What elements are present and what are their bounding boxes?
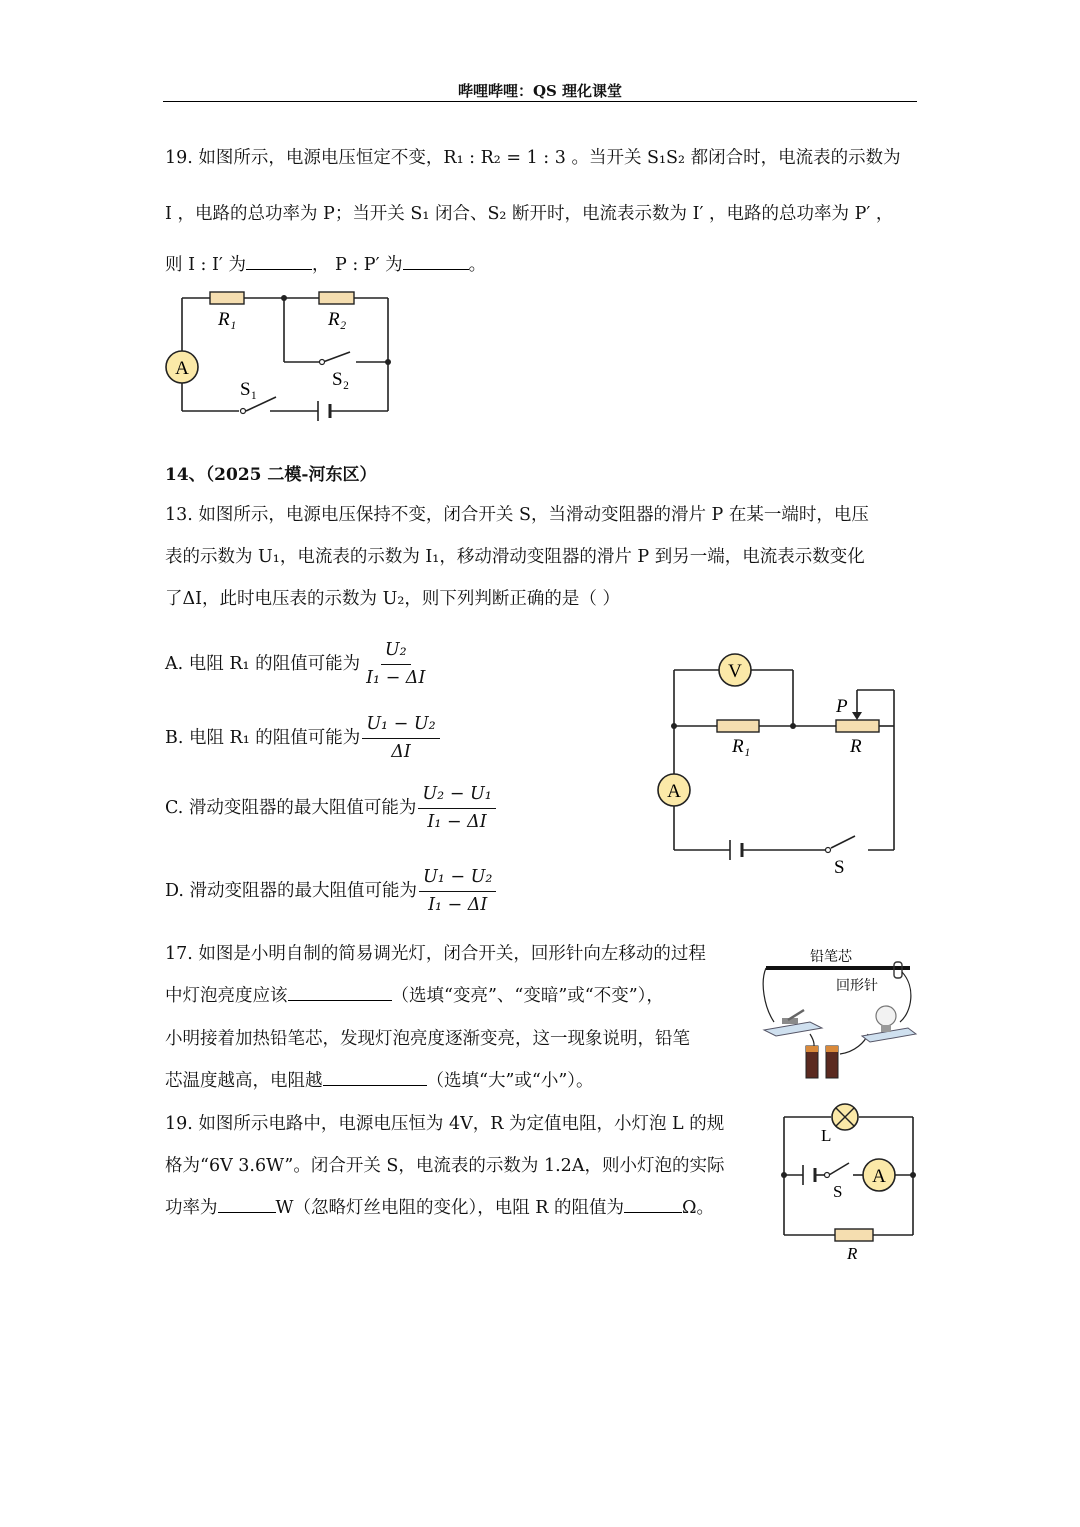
q17-line2-prefix: 中灯泡亮度应该	[165, 986, 288, 1006]
q19b-line1: 19. 如图所示电路中，电源电压恒为 4V，R 为定值电阻，小灯泡 L 的规	[165, 1114, 725, 1134]
junction-dot	[671, 723, 677, 729]
switch-contact	[826, 848, 831, 853]
bulb-socket	[881, 1025, 891, 1032]
q13-line2: 表的示数为 U₁，电流表的示数为 I₁，移动滑动变阻器的滑片 P 到另一端，电流表示数变化	[165, 547, 865, 567]
q17-line3: 小明接着加热铅笔芯，发现灯泡亮度逐渐变亮，这一现象说明，铅笔	[165, 1029, 690, 1049]
r-label: R	[850, 736, 862, 757]
q19a-line3-mid: ， P : P′ 为	[311, 255, 403, 275]
q17-line4-suffix: （选填“大”或“小”）。	[426, 1071, 594, 1091]
r2-label: R₂	[328, 309, 347, 330]
q13-line1: 13. 如图所示，电源电压保持不变，闭合开关 S，当滑动变阻器的滑片 P 在某一端时，电压	[165, 505, 869, 525]
q17-line1: 17. 如图是小明自制的简易调光灯，闭合开关，回形针向左移动的过程	[165, 944, 706, 964]
answer-blank-4[interactable]	[323, 1084, 427, 1086]
circuit-diagram-q13	[650, 640, 910, 880]
slider-arrow-icon	[852, 712, 862, 720]
option-a-text: A. 电阻 R₁ 的阻值可能为	[165, 654, 361, 674]
switch-label: S	[833, 1182, 843, 1201]
resistor-r	[835, 1229, 873, 1241]
q13-option-c[interactable]	[165, 784, 496, 833]
q19b-line2: 格为“6V 3.6W”。闭合开关 S，电流表的示数为 1.2A，则小灯泡的实际	[165, 1156, 725, 1176]
ammeter-label: A	[175, 358, 189, 379]
r1-label: R₁	[732, 736, 751, 757]
option-c-text: C. 滑动变阻器的最大阻值可能为	[165, 798, 417, 818]
battery-cap	[826, 1046, 838, 1052]
q13-option-d[interactable]	[165, 867, 496, 916]
switch-contact	[241, 409, 246, 414]
q19a-line3-end: 。	[468, 255, 487, 275]
answer-blank-3[interactable]	[288, 999, 392, 1001]
ammeter-label: A	[872, 1166, 886, 1187]
pencil-lead-label: 铅笔芯	[810, 950, 852, 965]
pencil-lead	[766, 966, 910, 970]
q19b-line3-prefix: 功率为	[165, 1198, 218, 1218]
battery-cap	[806, 1046, 818, 1052]
rheostat-r	[836, 720, 879, 732]
s2-label: S₂	[332, 369, 350, 390]
ammeter-label: A	[667, 781, 681, 802]
q19a-line2: I ，电路的总功率为 P；当开关 S₁ 闭合、S₂ 断开时，电流表示数为 I′ ，电路的总功率为 P′ ，	[165, 204, 894, 224]
q13-option-b[interactable]	[165, 714, 440, 763]
q19a-line3-prefix: 则 I : I′ 为	[165, 255, 246, 275]
dimmer-lamp-figure	[760, 942, 920, 1082]
junction-dot	[910, 1172, 916, 1178]
q17-line4-prefix: 芯温度越高，电阻越	[165, 1071, 323, 1091]
voltmeter-label: V	[728, 661, 742, 682]
s1-label: S₁	[240, 379, 258, 400]
q19a-line1: 19. 如图所示，电源电压恒定不变，R₁ : R₂ = 1 : 3 。当开关 S₁S₂ 都闭合时，电流表的示数为	[165, 148, 901, 168]
junction-dot	[281, 295, 287, 301]
resistor-r1	[210, 292, 244, 304]
junction-dot	[781, 1172, 787, 1178]
option-d-denominator: I₁ − ΔI	[428, 895, 488, 915]
option-b-denominator: ΔI	[391, 742, 411, 762]
circuit-diagram-q19b	[775, 1103, 920, 1265]
option-a-numerator: U₂	[381, 640, 411, 665]
q17-line4	[165, 1073, 594, 1091]
header-rule	[163, 101, 917, 102]
option-a-denominator: I₁ − ΔI	[366, 668, 426, 688]
section-title: 14、（2025 二模-河东区）	[165, 465, 377, 485]
q13-option-a[interactable]	[165, 640, 429, 689]
q13-line3: 了ΔI，此时电压表的示数为 U₂，则下列判断正确的是（ ）	[165, 589, 620, 609]
option-b-text: B. 电阻 R₁ 的阻值可能为	[165, 728, 361, 748]
option-b-numerator: U₁ − U₂	[362, 714, 439, 739]
junction-dot	[385, 359, 391, 365]
option-d-numerator: U₁ − U₂	[419, 867, 496, 892]
switch-contact	[320, 360, 325, 365]
option-d-text: D. 滑动变阻器的最大阻值可能为	[165, 881, 418, 901]
answer-blank-6[interactable]	[624, 1211, 682, 1213]
r1-label: R₁	[218, 309, 237, 330]
q19a-line3	[165, 257, 486, 275]
resistor-r2	[319, 292, 354, 304]
answer-blank-1[interactable]	[246, 268, 312, 270]
answer-blank-2[interactable]	[403, 268, 469, 270]
s-label: S	[834, 857, 845, 878]
q19b-line3	[165, 1200, 714, 1218]
resistor-r1	[717, 720, 759, 732]
junction-dot	[790, 723, 796, 729]
option-c-denominator: I₁ − ΔI	[427, 812, 487, 832]
q17-line2-suffix: （选填“变亮”、“变暗”或“不变”），	[391, 986, 664, 1006]
q19b-line3-mid: W（忽略灯丝电阻的变化），电阻 R 的阻值为	[275, 1198, 625, 1218]
light-bulb-icon	[876, 1006, 896, 1026]
circuit-diagram-q19a	[158, 285, 403, 425]
q17-line2	[165, 988, 664, 1006]
p-label: P	[836, 696, 848, 717]
switch-contact	[825, 1173, 830, 1178]
answer-blank-5[interactable]	[218, 1211, 276, 1213]
lamp-label: L	[821, 1126, 832, 1145]
resistor-label: R	[847, 1244, 858, 1263]
switch-base	[764, 1022, 822, 1036]
page-header-title: 哔哩哔哩：QS 理化课堂	[457, 82, 623, 100]
paper-clip-label: 回形针	[836, 979, 878, 994]
q19b-line3-end: Ω。	[682, 1198, 715, 1218]
option-c-numerator: U₂ − U₁	[418, 784, 495, 809]
